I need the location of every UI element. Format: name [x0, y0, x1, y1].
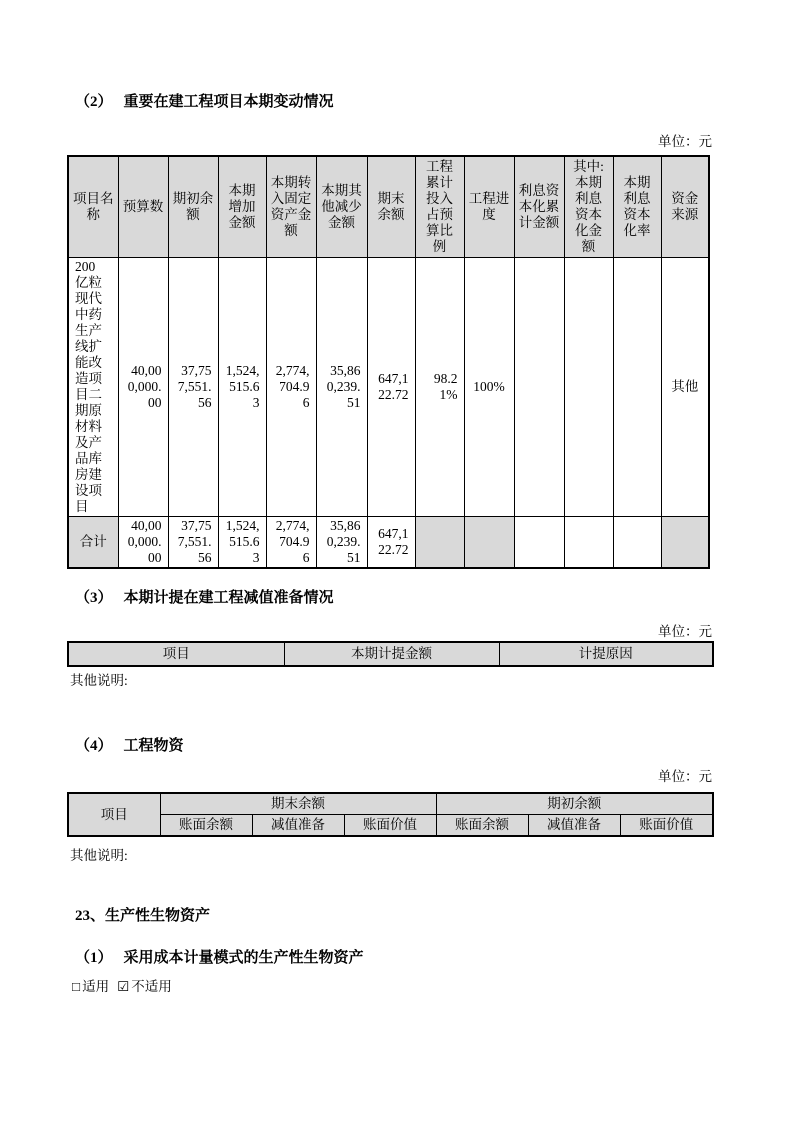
- header-cell: 本期转入固定资产金额: [266, 156, 316, 258]
- section-title: 生产性生物资产: [105, 908, 211, 924]
- total-budget-cell: 40,000,000.00: [118, 517, 168, 569]
- header-cell: 本期计提金额: [284, 642, 499, 666]
- section-number: （4）: [75, 738, 113, 754]
- section-number: （1）: [75, 950, 113, 966]
- table-subheader-row: [68, 815, 713, 837]
- construction-projects-table: [67, 155, 710, 569]
- applicability-line: [72, 979, 712, 995]
- project-name-cell: 200 亿粒现代中药生产线扩能改造项目二期原材料及产品库房建设项目: [68, 258, 118, 517]
- impairment-provision-table: [67, 641, 714, 667]
- header-cell: 计提原因: [499, 642, 713, 666]
- subheader-cell: 账面价值: [620, 815, 713, 837]
- subheader-cell: 账面余额: [436, 815, 528, 837]
- header-cell: 其中:本期利息资本化金额: [564, 156, 613, 258]
- subheader-cell: 减值准备: [528, 815, 620, 837]
- progress-cell: 100%: [464, 258, 514, 517]
- apply-label: 适用: [82, 979, 110, 994]
- total-label-cell: 合计: [68, 517, 118, 569]
- unit-label: 单位：元: [658, 769, 712, 784]
- engineering-materials-table: [67, 792, 714, 837]
- table-header-row: [68, 642, 713, 666]
- header-cell: 工程进度: [464, 156, 514, 258]
- total-other-decrease-cell: 35,860,239.51: [316, 517, 367, 569]
- section-number: （2）: [75, 94, 113, 110]
- subheader-cell: 减值准备: [252, 815, 344, 837]
- investment-ratio-cell: 98.21%: [415, 258, 464, 517]
- section-number: 23、: [75, 908, 106, 924]
- transfer-to-fixed-assets-cell: 2,774,704.96: [266, 258, 316, 517]
- total-fund-source-cell: [661, 517, 709, 569]
- total-period-increase-cell: 1,524,515.63: [218, 517, 266, 569]
- total-closing-balance-cell: 647,122.72: [367, 517, 415, 569]
- closing-balance-cell: 647,122.72: [367, 258, 415, 517]
- subheader-cell: 账面余额: [160, 815, 252, 837]
- opening-balance-group-header: 期初余额: [436, 793, 713, 815]
- header-cell: 项目: [68, 642, 284, 666]
- section-title: 采用成本计量模式的生产性生物资产: [123, 950, 364, 966]
- total-capitalized-interest-period-cell: [564, 517, 613, 569]
- project-data-row: [68, 258, 709, 517]
- header-cell: 利息资本化累计金额: [514, 156, 564, 258]
- header-cell: 本期其他减少金额: [316, 156, 367, 258]
- header-cell: 期初余额: [168, 156, 218, 258]
- header-cell: 预算数: [118, 156, 168, 258]
- other-notes-label: 其他说明:: [70, 848, 128, 863]
- total-row: [68, 517, 709, 569]
- total-transfer-to-fixed-assets-cell: 2,774,704.96: [266, 517, 316, 569]
- period-increase-cell: 1,524,515.63: [218, 258, 266, 517]
- header-cell: 本期增加金额: [218, 156, 266, 258]
- other-decrease-cell: 35,860,239.51: [316, 258, 367, 517]
- section-title: 本期计提在建工程减值准备情况: [123, 590, 334, 606]
- total-investment-ratio-cell: [415, 517, 464, 569]
- capitalized-interest-cum-cell: [514, 258, 564, 517]
- opening-balance-cell: 37,757,551.56: [168, 258, 218, 517]
- total-opening-balance-cell: 37,757,551.56: [168, 517, 218, 569]
- header-cell: 工程累计投入占预算比例: [415, 156, 464, 258]
- table-header-row: [68, 793, 713, 815]
- unit-label: 单位：元: [658, 624, 712, 639]
- section-heading-23-1: [75, 948, 712, 968]
- total-capitalization-rate-cell: [613, 517, 661, 569]
- closing-balance-group-header: 期末余额: [160, 793, 436, 815]
- header-cell: 本期利息资本化率: [613, 156, 661, 258]
- header-cell: 项目名称: [68, 156, 118, 258]
- fund-source-cell: 其他: [661, 258, 709, 517]
- budget-cell: 40,000,000.00: [118, 258, 168, 517]
- other-notes-label: 其他说明:: [70, 673, 128, 688]
- checkbox-checked-icon: ☑: [117, 979, 130, 994]
- section-title: 重要在建工程项目本期变动情况: [123, 94, 334, 110]
- checkbox-unchecked-icon: □: [72, 979, 81, 994]
- project-column-header: 项目: [68, 793, 160, 836]
- capitalization-rate-cell: [613, 258, 661, 517]
- unit-label: 单位：元: [658, 134, 712, 149]
- section-heading-2: [75, 92, 712, 112]
- section-number: （3）: [75, 590, 113, 606]
- section-heading-4: [75, 736, 712, 756]
- section-heading-23: [75, 906, 712, 926]
- section-heading-3: [75, 588, 712, 608]
- capitalized-interest-period-cell: [564, 258, 613, 517]
- header-cell: 期末余额: [367, 156, 415, 258]
- total-capitalized-interest-cum-cell: [514, 517, 564, 569]
- not-apply-label: 不适用: [131, 979, 172, 994]
- total-progress-cell: [464, 517, 514, 569]
- table-header-row: [68, 156, 709, 258]
- header-cell: 资金来源: [661, 156, 709, 258]
- section-title: 工程物资: [123, 738, 184, 754]
- subheader-cell: 账面价值: [344, 815, 436, 837]
